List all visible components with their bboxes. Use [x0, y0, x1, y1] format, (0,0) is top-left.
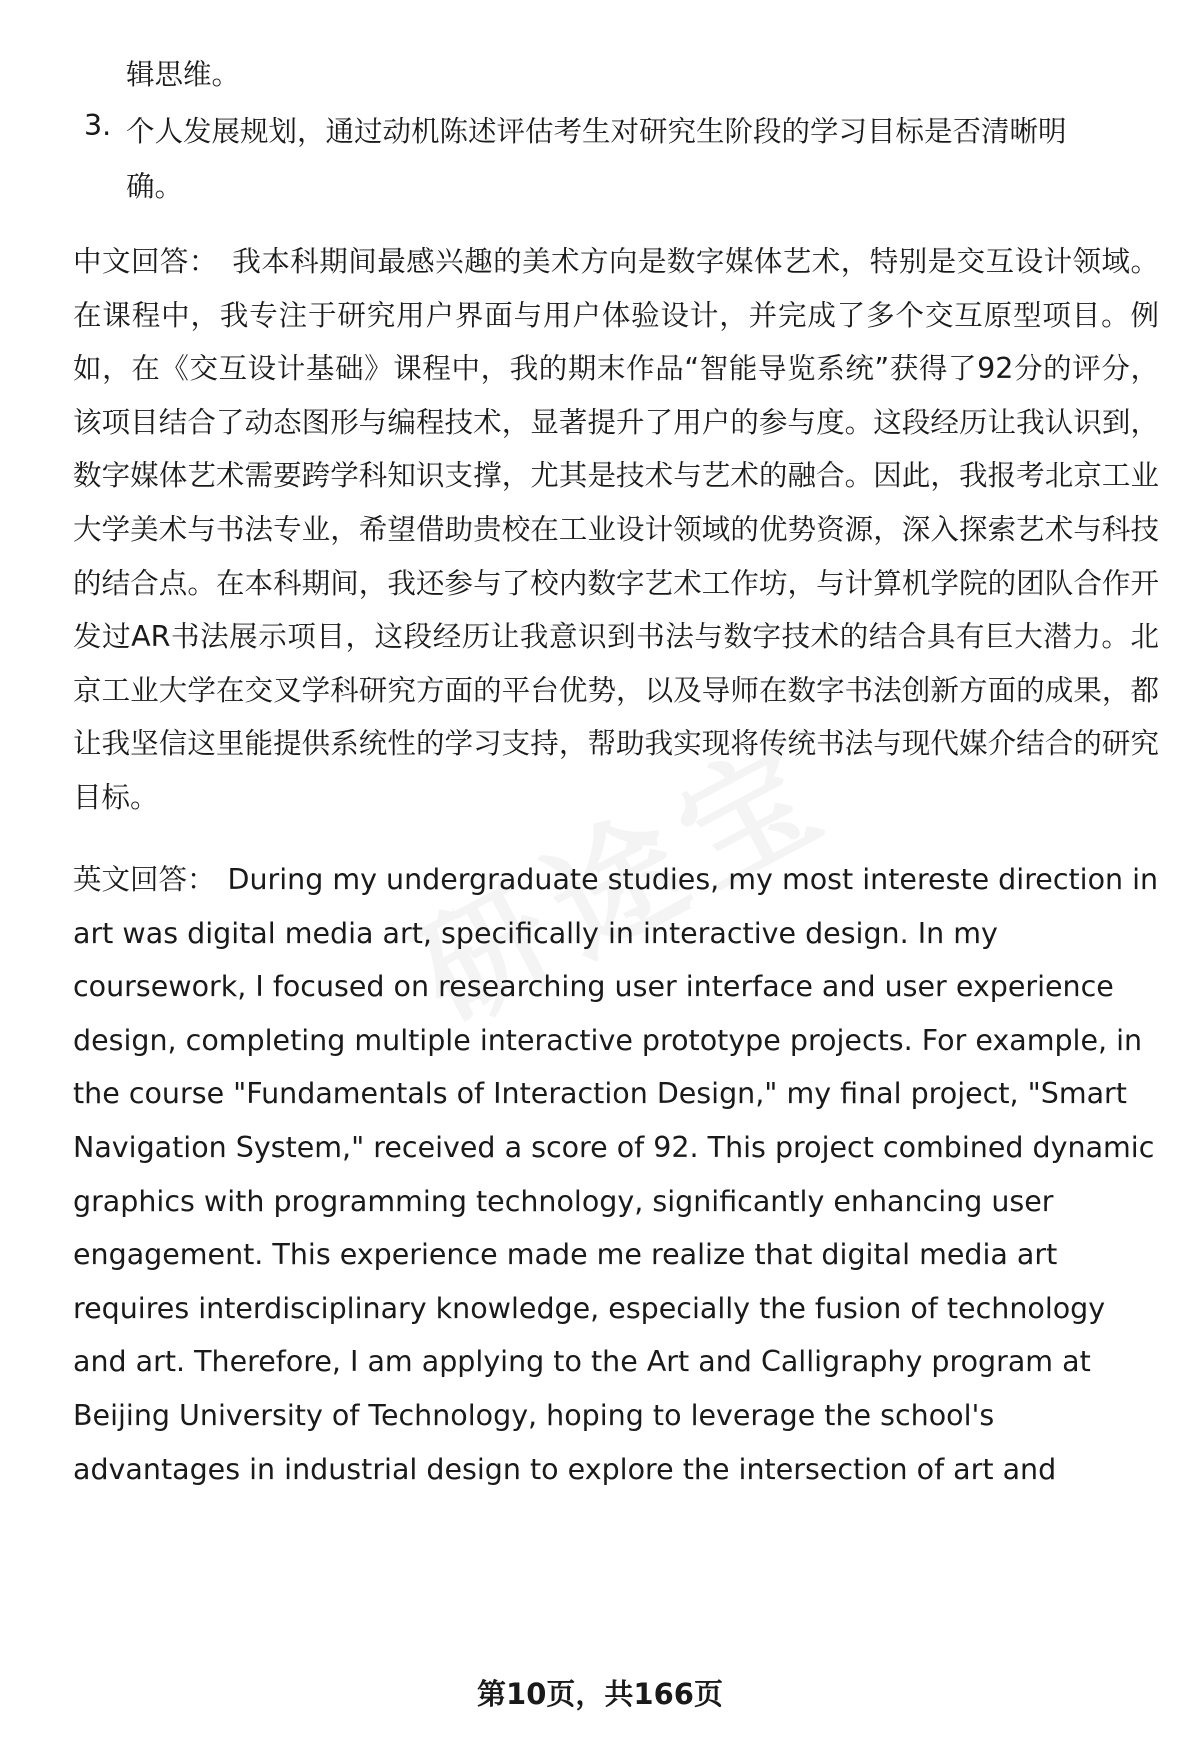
chinese-answer-paragraph — [73, 235, 1159, 825]
english-answer-text: During my undergraduate studies, my most intereste direction in art was digital media art, specifically in interactive design. In my coursework, I focused on researching user interface and user experience design, completing multiple interactive prototype projects. For example, in the course "Fundamentals of Interaction Design," my final project, "Smart Navigation System," received a score of 92. This project combined dynamic graphics with programming technology, significantly enhancing user engagement. This experience made me realize that digital media art requires interdisciplinary knowledge, especially the fusion of technology and art. Therefore, I am applying to the Art and Calligraphy program at Beijing University of Technology, hoping to leverage the school's advantages in industrial design to explore the intersection of art and — [73, 863, 1159, 1486]
list-item-3-line-2: 确。 — [126, 170, 184, 203]
english-answer-paragraph — [73, 853, 1163, 1496]
english-answer-label: 英文回答： — [73, 863, 216, 896]
list-item-3-line-1: 个人发展规划，通过动机陈述评估考生对研究生阶段的学习目标是否清晰明 — [126, 115, 1067, 148]
chinese-answer-text: 我本科期间最感兴趣的美术方向是数字媒体艺术，特别是交互设计领域。在课程中，我专注于研究用户界面与用户体验设计，并完成了多个交互原型项目。例如，在《交互设计基础》课程中，我的期末作品“智能导览系统”获得了92分的评分，该项目结合了动态图形与编程技术，显著提升了用户的参与度。这段经历让我认识到，数字媒体艺术需要跨学科知识支撑，尤其是技术与艺术的融合。因此，我报考北京工业大学美术与书法专业，希望借助贵校在工业设计领域的优势资源，深入探索艺术与科技的结合点。在本科期间，我还参与了校内数字艺术工作坊，与计算机学院的团队合作开发过AR书法展示项目，这段经历让我意识到书法与数字技术的结合具有巨大潜力。北京工业大学在交叉学科研究方面的平台优势，以及导师在数字书法创新方面的成果，都让我坚信这里能提供系统性的学习支持，帮助我实现将传统书法与现代媒介结合的研究目标。 — [73, 245, 1159, 814]
page-number: 第10页，共166页 — [477, 1677, 723, 1711]
list-item-3-number: 3. — [84, 109, 112, 142]
chinese-answer-label: 中文回答： — [73, 245, 218, 278]
list-item-2-continuation: 辑思维。 — [126, 58, 241, 91]
